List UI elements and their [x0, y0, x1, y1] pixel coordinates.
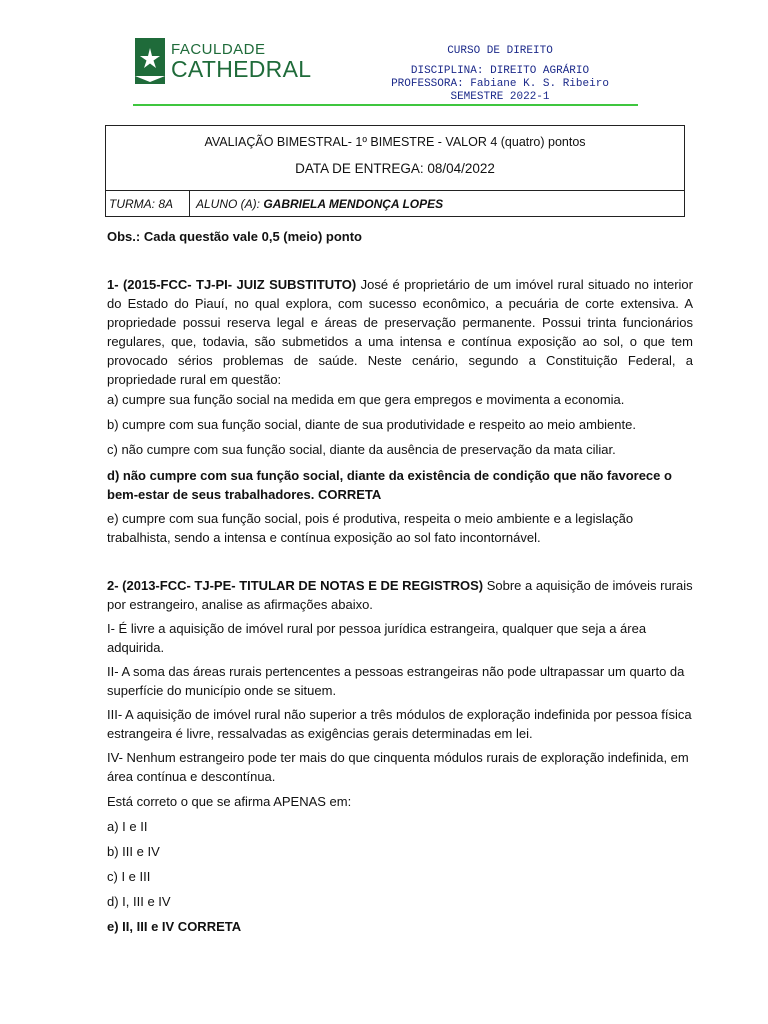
- semester-label: SEMESTRE 2022-1: [450, 91, 550, 103]
- question-1-option-e: e) cumpre com sua função social, pois é produtiva, respeita o meio ambiente e a legislação trabalhista, sendo a intensa e contínua exposição ao sol fato incontornável.: [107, 511, 634, 545]
- question-2-assertion-i: I- É livre a aquisição de imóvel rural por pessoa jurídica estrangeira, qualquer que seja a área adquirida.: [107, 621, 647, 655]
- question-2-prompt: Está correto o que se afirma APENAS em:: [107, 794, 352, 809]
- question-1-text: José é proprietário de um imóvel rural situado no interior do Estado do Piauí, no qual explora, com sucesso econômico, a pecuária de corte extensiva. A propriedade possui reserva legal e áreas de preservação permanente. Possui trinta funcionários regulares, que, todavia, são submetidos a uma intensa e contínua exposição ao sol, o que tem provocado sérios problemas de saúde. Neste cenário, segundo a Constituição Federal, a propriedade rural em questão:: [107, 277, 693, 387]
- question-2-text: Sobre a aquisição de imóveis rurais por estrangeiro, analise as afirmações abaixo.: [107, 578, 693, 612]
- question-1-option-d: d) não cumpre com sua função social, diante da existência de condição que não favorece o bem-estar de seus trabalhadores. CORRETA: [107, 468, 672, 502]
- question-1-option-c: c) não cumpre com sua função social, diante da ausência de preservação da mata ciliar.: [107, 442, 616, 457]
- question-1-option-b: b) cumpre com sua função social, diante de sua produtividade e respeito ao meio ambiente.: [107, 417, 636, 432]
- class-cell: TURMA: 8A: [106, 191, 190, 217]
- question-2-option-d: d) I, III e IV: [107, 894, 171, 909]
- question-2-reference: 2- (2013-FCC- TJ-PE- TITULAR DE NOTAS E DE REGISTROS): [107, 578, 484, 593]
- question-2-statement: [107, 576, 693, 614]
- professor-name: PROFESSORA: Fabiane K. S. Ribeiro: [391, 78, 609, 90]
- logo-wordmark: [171, 42, 311, 81]
- question-1-option-a: a) cumpre sua função social na medida em que gera empregos e movimenta a economia.: [107, 392, 625, 407]
- logo-line-2: CATHEDRAL: [171, 55, 312, 82]
- scoring-note: Obs.: Cada questão vale 0,5 (meio) ponto: [107, 229, 362, 244]
- question-2-option-b: b) III e IV: [107, 844, 160, 859]
- question-2-assertion-iv: IV- Nenhum estrangeiro pode ter mais do que cinquenta módulos rurais de exploração indefinida, em área contínua e descontínua.: [107, 750, 689, 784]
- course-name: CURSO DE DIREITO: [447, 45, 553, 57]
- star-emblem-icon: [135, 38, 165, 84]
- question-2-assertion-iii: III- A aquisição de imóvel rural não superior a três módulos de exploração indefinida por pessoa física estrangeira é livre, ressalvadas as exigências gerais determinadas em lei.: [107, 707, 692, 741]
- question-2-assertion-ii: II- A soma das áreas rurais pertencentes a pessoas estrangeiras não pode ultrapassar um quarto da superfície do município onde se situem.: [107, 664, 685, 698]
- exam-info-title-row: [106, 126, 684, 191]
- faculdade-logo: [135, 37, 312, 85]
- student-cell: [190, 197, 443, 211]
- question-1-reference: 1- (2015-FCC- TJ-PI- JUIZ SUBSTITUTO): [107, 277, 357, 292]
- question-2-option-c: c) I e III: [107, 869, 151, 884]
- question-2-option-e: e) II, III e IV CORRETA: [107, 919, 242, 934]
- exam-title: AVALIAÇÃO BIMESTRAL- 1º BIMESTRE - VALOR 4 (quatro) pontos: [204, 135, 586, 149]
- logo-line-1: FACULDADE: [171, 40, 266, 58]
- header-divider: [133, 104, 638, 106]
- student-row: [106, 191, 684, 217]
- student-name: GABRIELA MENDONÇA LOPES: [263, 197, 444, 211]
- question-2-option-a: a) I e II: [107, 819, 148, 834]
- exam-info-table: [105, 125, 685, 217]
- due-date: DATA DE ENTREGA: 08/04/2022: [295, 161, 495, 176]
- question-1-statement: [107, 275, 693, 389]
- discipline-name: DISCIPLINA: DIREITO AGRÁRIO: [410, 65, 590, 77]
- student-label: ALUNO (A):: [196, 197, 264, 211]
